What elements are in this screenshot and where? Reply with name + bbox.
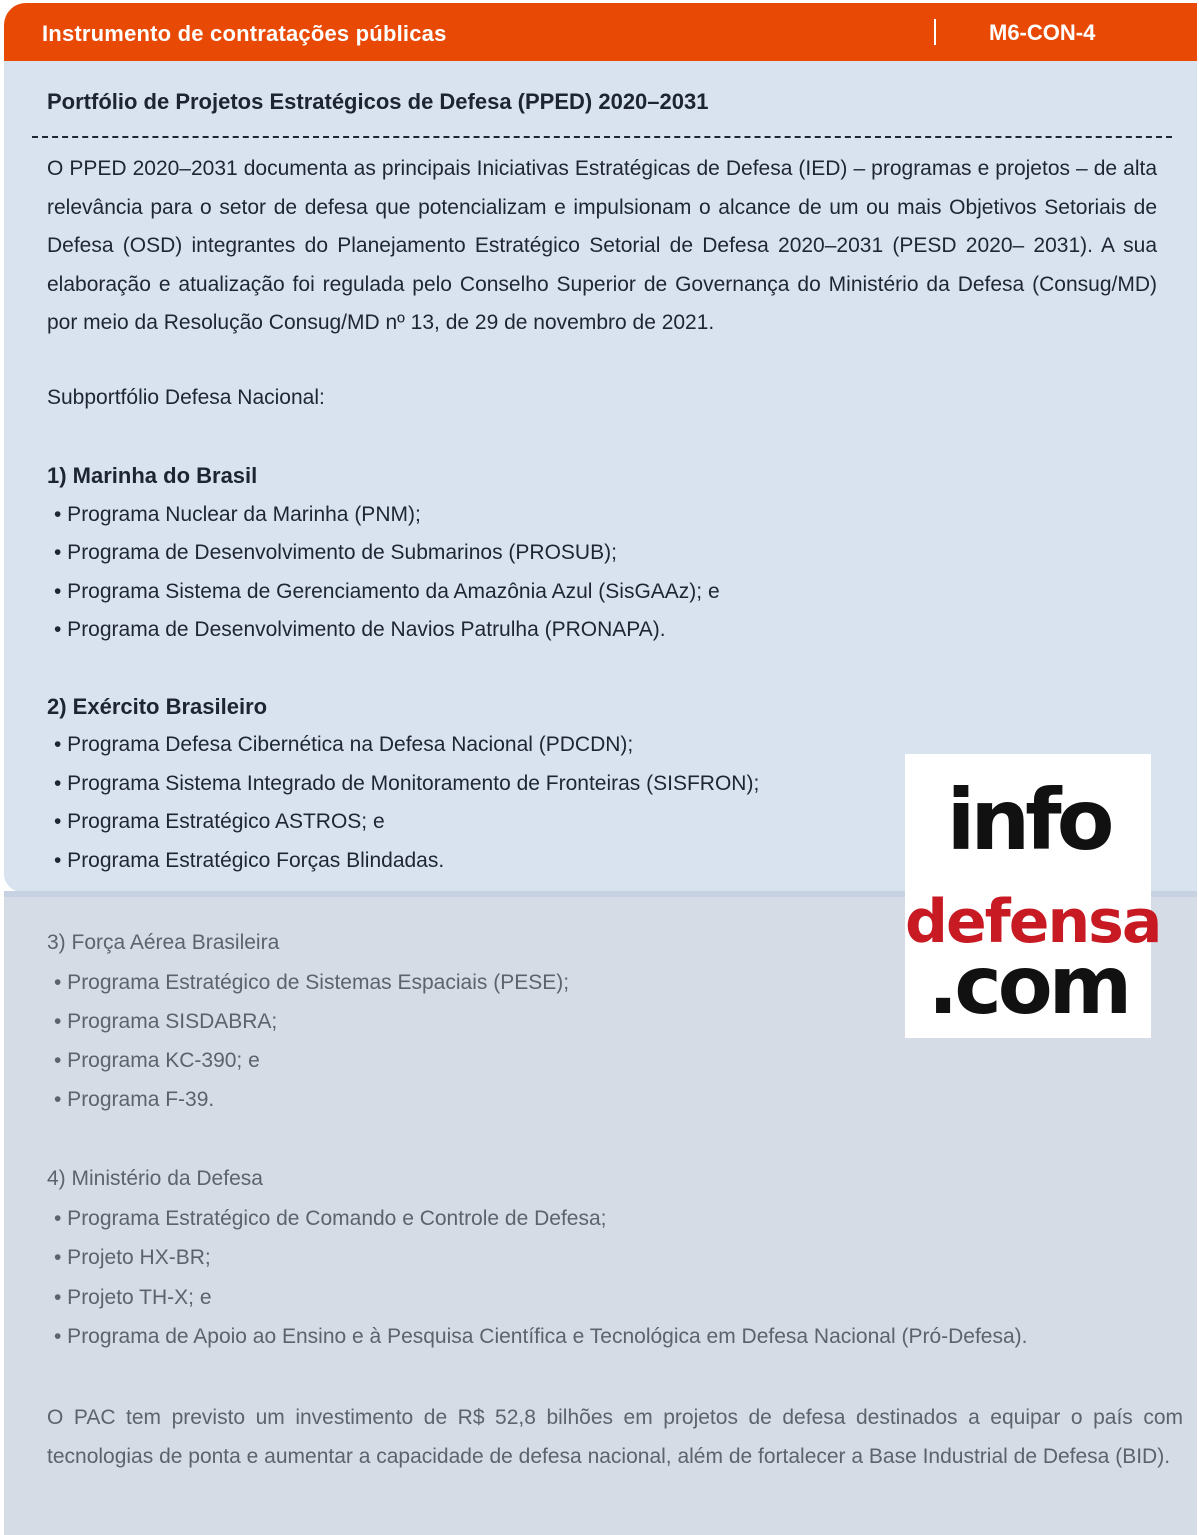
group-heading-ministerio: 4) Ministério da Defesa [47,1167,263,1190]
header-title: Instrumento de contratações públicas [42,21,447,46]
subportfolio-label: Subportfólio Defesa Nacional: [47,386,325,409]
group-heading-exercito: 2) Exército Brasileiro [47,694,268,719]
logo-text-defensa: defensa [905,887,1161,957]
list-item: • Programa KC-390; e [54,1049,260,1072]
logo-text-com: .com [927,939,1129,1032]
list-item: • Programa Nuclear da Marinha (PNM); [54,503,421,526]
dashed-divider [32,136,1172,138]
list-item: • Programa Sistema Integrado de Monitoramento de Fronteiras (SISFRON); [54,772,760,795]
logo-text-info: info [946,771,1110,869]
infodefensa-logo [905,754,1161,1038]
list-item: • Programa Estratégico ASTROS; e [54,810,385,833]
list-item: • Programa Sistema de Gerenciamento da Amazônia Azul (SisGAAz); e [54,580,720,603]
closing-paragraph: O PAC tem previsto um investimento de R$ 52,8 bilhões em projetos de defesa destinados a equipar o país com tecnologias de ponta e aumentar a capacidade de defesa nacional, além de fortalecer a Base Industrial de Defesa (BID). [47,1406,1183,1468]
section-title: Portfólio de Projetos Estratégicos de Defesa (PPED) 2020–2031 [47,89,709,114]
list-item: • Programa Estratégico de Comando e Controle de Defesa; [54,1207,607,1230]
header-code: M6-CON-4 [989,20,1096,45]
group-heading-forca-aerea: 3) Força Aérea Brasileira [47,931,280,954]
list-item: • Projeto HX-BR; [54,1246,211,1269]
header-divider [934,19,936,45]
header-bar [4,3,1197,61]
list-item: • Programa Estratégico Forças Blindadas. [54,849,445,872]
list-item: • Programa de Desenvolvimento de Submarinos (PROSUB); [54,541,617,564]
list-item: • Programa Estratégico de Sistemas Espaciais (PESE); [54,971,570,994]
list-item: • Programa F-39. [54,1088,215,1111]
list-item: • Projeto TH-X; e [54,1286,212,1309]
intro-paragraph: O PPED 2020–2031 documenta as principais Iniciativas Estratégicas de Defesa (IED) – programas e projetos – de alta relevância para o setor de defesa que potencializam e impulsionam o alcance de um ou mais Objetivos Setoriais de Defesa (OSD) integrantes do Planejamento Estratégico Setorial de Defesa 2020–2031 (PESD 2020– 2031). A sua elaboração e atualização foi regulada pelo Conselho Superior de Governança do Ministério da Defesa (Consug/MD) por meio da Resolução Consug/MD nº 13, de 29 de novembro de 2021. [47,157,1157,335]
list-item: • Programa de Desenvolvimento de Navios Patrulha (PRONAPA). [54,618,666,641]
list-item: • Programa SISDABRA; [54,1010,278,1033]
group-heading-marinha: 1) Marinha do Brasil [47,463,258,488]
list-item: • Programa Defesa Cibernética na Defesa Nacional (PDCDN); [54,733,634,756]
list-item: • Programa de Apoio ao Ensino e à Pesquisa Científica e Tecnológica em Defesa Nacional (Pró-Defesa). [54,1325,1028,1348]
